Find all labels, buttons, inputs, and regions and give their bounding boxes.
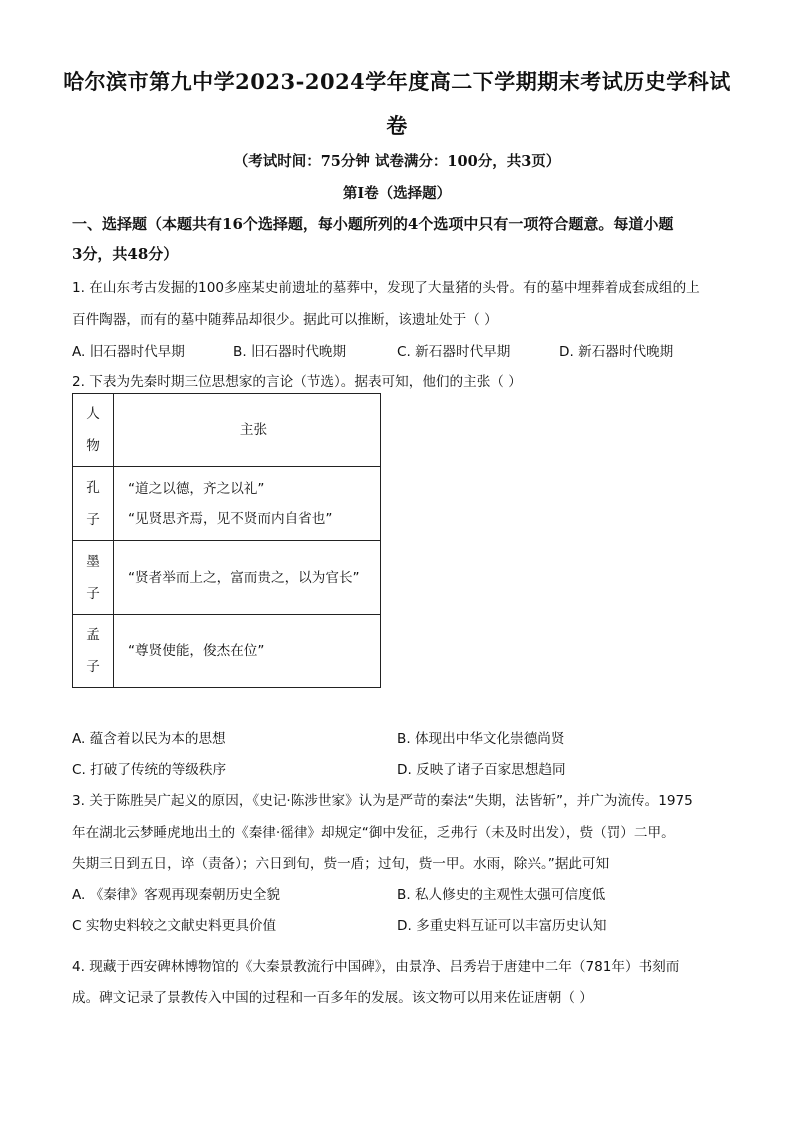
- question-2-text: 2. 下表为先秦时期三位思想家的言论（节选）。据表可知，他们的主张（ ）: [72, 374, 522, 390]
- question-4-text: 成。碑文记录了景教传入中国的过程和一百多年的发展。该文物可以用来佐证唐朝（ ）: [72, 990, 593, 1006]
- exam-title-continued: 卷: [386, 113, 408, 138]
- table-cell-claim: [114, 467, 381, 541]
- question-4-text: 4. 现藏于西安碑林博物馆的《大秦景教流行中国碑》，由景净、吕秀岩于唐建中二年（781年）书刻而: [72, 959, 680, 975]
- question-2-option-c: C. 打破了传统的等级秩序: [72, 762, 227, 778]
- section-heading: [72, 209, 728, 269]
- table-cell-person: 孔 子: [73, 467, 114, 541]
- question-1-text: 1. 在山东考古发掘的100多座某史前遗址的墓葬中，发现了大量猪的头骨。有的墓中埋葬着成套成组的上: [72, 280, 700, 296]
- question-2-option-a: A. 蕴含着以民为本的思想: [72, 731, 226, 747]
- section-heading-line: 3分，共48分）: [72, 245, 179, 263]
- question-1-option-d: D. 新石器时代晚期: [559, 344, 674, 360]
- question-1-option-c: C. 新石器时代早期: [397, 344, 511, 360]
- question-3-text: 失期三日到五日，谇（责备）；六日到旬，赀一盾；过旬，赀一甲。水雨，除兴。”据此可知: [72, 856, 610, 872]
- table-cell-claim: [114, 541, 381, 615]
- volume-heading: 第Ⅰ卷（选择题）: [342, 185, 452, 202]
- table-cell-person: 墨 子: [73, 541, 114, 615]
- question-3-option-a: A. 《秦律》客观再现秦朝历史全貌: [72, 887, 281, 903]
- exam-title: 哈尔滨市第九中学2023-2024学年度高二下学期期末考试历史学科试: [63, 69, 731, 94]
- table-header-row: [73, 394, 381, 467]
- question-3-text: 3. 关于陈胜吴广起义的原因，《史记·陈涉世家》认为是严苛的秦法“失期，法皆斩”，并广为流传。1975: [72, 793, 693, 809]
- claim-quote: “道之以德，齐之以礼”: [128, 480, 265, 497]
- claim-quote: “贤者举而上之，富而贵之，以为官长”: [128, 569, 360, 586]
- table-header-claim: 主张: [114, 394, 381, 467]
- table-cell-claim: [114, 615, 381, 688]
- question-1-option-a: A. 旧石器时代早期: [72, 344, 185, 360]
- table-cell-person: 孟 子: [73, 615, 114, 688]
- question-1-option-b: B. 旧石器时代晚期: [233, 344, 347, 360]
- claim-quote: “见贤思齐焉，见不贤而内自省也”: [128, 510, 333, 527]
- table-row: [73, 615, 381, 688]
- question-3-option-d: D. 多重史料互证可以丰富历史认知: [397, 918, 607, 934]
- question-1-text: 百件陶器，而有的墓中随葬品却很少。据此可以推断，该遗址处于（ ）: [72, 312, 498, 328]
- exam-info: （考试时间：75分钟 试卷满分：100分，共3页）: [233, 153, 561, 170]
- claim-quote: “尊贤使能，俊杰在位”: [128, 643, 265, 659]
- table-row: [73, 541, 381, 615]
- question-3-option-c: C 实物史料较之文献史料更具价值: [72, 918, 277, 934]
- question-2-option-d: D. 反映了诸子百家思想趋同: [397, 762, 566, 778]
- table-row: [73, 467, 381, 541]
- question-3-text: 年在湖北云梦睡虎地出土的《秦律·徭律》却规定“御中发征，乏弗行（未及时出发），赀（罚）二甲。: [72, 825, 675, 841]
- section-heading-line: 一、选择题（本题共有16个选择题，每小题所列的4个选项中只有一项符合题意。每道小题: [72, 215, 674, 233]
- thinkers-table: [72, 393, 381, 688]
- table-header-person: 人 物: [73, 394, 114, 467]
- question-3-option-b: B. 私人修史的主观性太强可信度低: [397, 887, 606, 903]
- question-2-option-b: B. 体现出中华文化崇德尚贤: [397, 731, 565, 747]
